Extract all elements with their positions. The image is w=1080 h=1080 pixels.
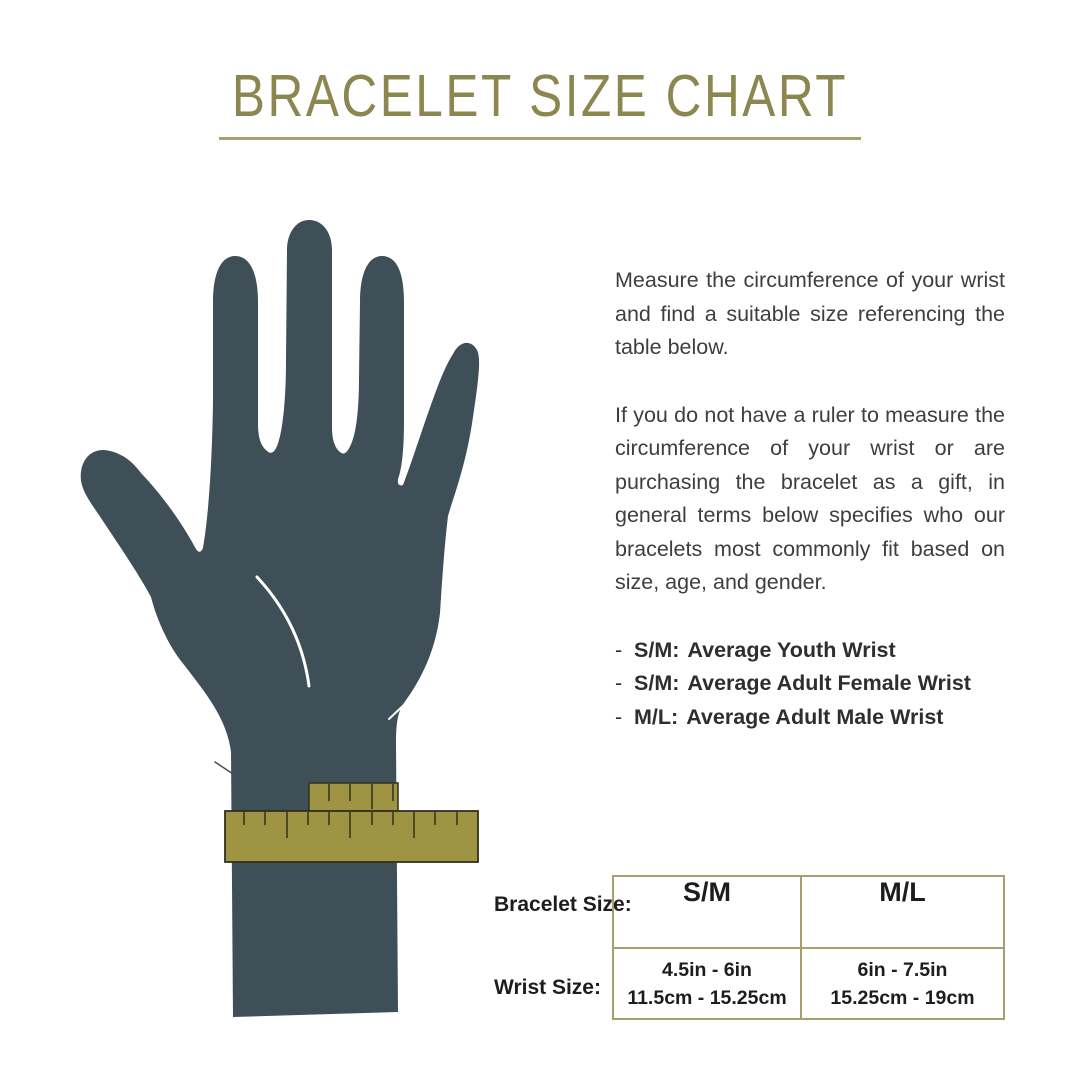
size-description: Average Adult Female Wrist — [687, 671, 971, 695]
intro-paragraph-1: Measure the circumference of your wrist and find a suitable size referencing the table below. — [615, 268, 1005, 359]
table-row-wrist-sizes — [613, 948, 1004, 1019]
bullet-dash: - — [615, 671, 623, 695]
wrist-range-sm — [613, 948, 801, 1019]
size-guide-list — [615, 634, 1005, 735]
wrist-mark-left — [215, 762, 233, 774]
bullet-dash: - — [615, 637, 623, 662]
wrist-range-sm-inches: 4.5in - 6in — [662, 958, 752, 981]
bracelet-size-row-label: Bracelet Size: — [494, 893, 632, 916]
wrist-range-ml — [801, 948, 1004, 1019]
wrist-range-ml-inches: 6in - 7.5in — [857, 958, 948, 981]
page-title: BRACELET SIZE CHART — [231, 63, 849, 129]
wrist-range-sm-cm: 11.5cm - 15.25cm — [627, 986, 787, 1009]
table-row-bracelet-sizes — [613, 876, 1004, 948]
list-item — [615, 667, 1005, 701]
bullet-dash: - — [615, 704, 623, 729]
size-code: S/M: — [634, 637, 680, 662]
size-code: S/M: — [634, 671, 680, 695]
instructions-column — [615, 264, 1005, 734]
list-item — [615, 634, 1005, 668]
intro-paragraph-2: If you do not have a ruler to measure the circumference of your wrist or are purchasing the bracelet as a gift, in general terms below specifies who our bracelets most commonly fit based on size, age, and gender. — [615, 402, 1005, 594]
size-code: M/L: — [634, 704, 679, 729]
bracelet-size-sm: S/M — [613, 876, 801, 948]
size-description: Average Adult Male Wrist — [686, 704, 944, 729]
bracelet-size-ml: M/L — [801, 876, 1004, 948]
wrist-range-ml-cm: 15.25cm - 19cm — [830, 986, 975, 1009]
ruler-front-segment — [225, 811, 478, 862]
ruler-back-segment — [309, 783, 398, 811]
list-item — [615, 701, 1005, 735]
wrist-size-row-label: Wrist Size: — [494, 976, 601, 999]
size-description: Average Youth Wrist — [687, 637, 896, 662]
hand-silhouette — [81, 220, 479, 1017]
size-table — [612, 875, 1005, 1020]
